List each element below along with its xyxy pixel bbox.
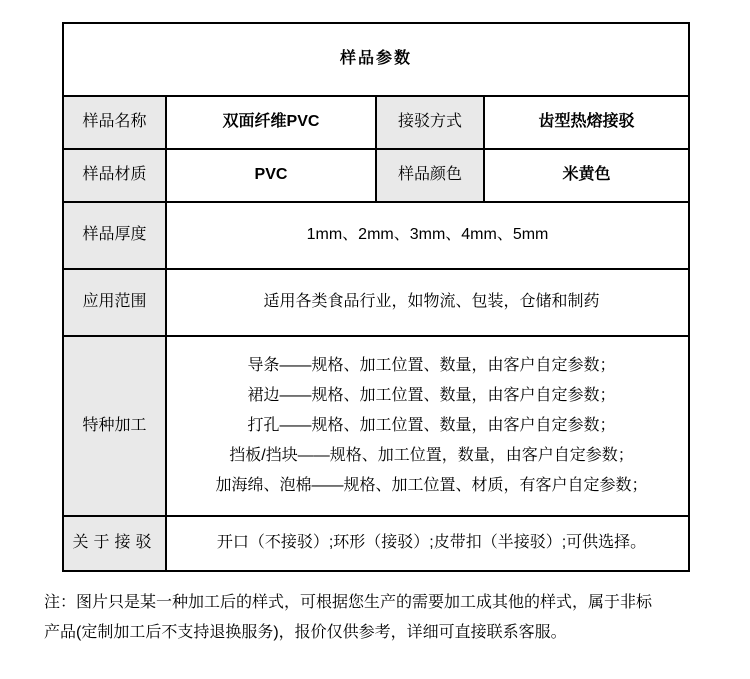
value-special-processing	[166, 336, 689, 516]
sample-parameters-table	[62, 22, 690, 572]
processing-line-sponge-foam: 加海绵、泡棉——规格、加工位置、材质，有客户自定参数；	[215, 477, 648, 494]
value-sample-thickness: 1mm、2mm、3mm、4mm、5mm	[166, 202, 689, 269]
table-title: 样品参数	[63, 23, 689, 96]
value-about-joint: 开口（不接驳）;环形（接驳）;皮带扣（半接驳）;可供选择。	[166, 516, 689, 571]
processing-line-baffle: 挡板/挡块——规格、加工位置，数量，由客户自定参数；	[229, 447, 634, 464]
label-sample-material: 样品材质	[63, 149, 166, 202]
label-application-scope: 应用范围	[63, 269, 166, 336]
footer-note-line-1: 注：图片只是某一种加工后的样式，可根据您生产的需要加工成其他的样式，属于非标	[44, 594, 653, 611]
table-row-name-joint	[63, 96, 689, 149]
title-row	[63, 23, 689, 96]
label-sample-color: 样品颜色	[376, 149, 484, 202]
special-processing-lines	[185, 351, 678, 501]
value-sample-name: 双面纤维PVC	[166, 96, 376, 149]
value-application-scope: 适用各类食品行业，如物流、包装，仓储和制药	[166, 269, 689, 336]
label-sample-name: 样品名称	[63, 96, 166, 149]
label-joint-method: 接驳方式	[376, 96, 484, 149]
footer-note-line-2: 产品(定制加工后不支持退换服务)，报价仅供参考，详细可直接联系客服。	[44, 624, 567, 641]
value-joint-method: 齿型热熔接驳	[484, 96, 689, 149]
table-row-thickness	[63, 202, 689, 269]
label-about-joint: 关于接驳	[63, 516, 166, 571]
value-sample-material: PVC	[166, 149, 376, 202]
footer-note	[44, 588, 716, 648]
table-row-material-color	[63, 149, 689, 202]
processing-line-guide-strip: 导条——规格、加工位置、数量，由客户自定参数；	[247, 357, 616, 374]
processing-line-punching: 打孔——规格、加工位置、数量，由客户自定参数；	[247, 417, 616, 434]
label-special-processing: 特种加工	[63, 336, 166, 516]
table-row-application	[63, 269, 689, 336]
label-sample-thickness: 样品厚度	[63, 202, 166, 269]
table-row-about-joint	[63, 516, 689, 571]
value-sample-color: 米黄色	[484, 149, 689, 202]
processing-line-skirt-edge: 裙边——规格、加工位置、数量，由客户自定参数；	[247, 387, 616, 404]
table-row-special-processing	[63, 336, 689, 516]
